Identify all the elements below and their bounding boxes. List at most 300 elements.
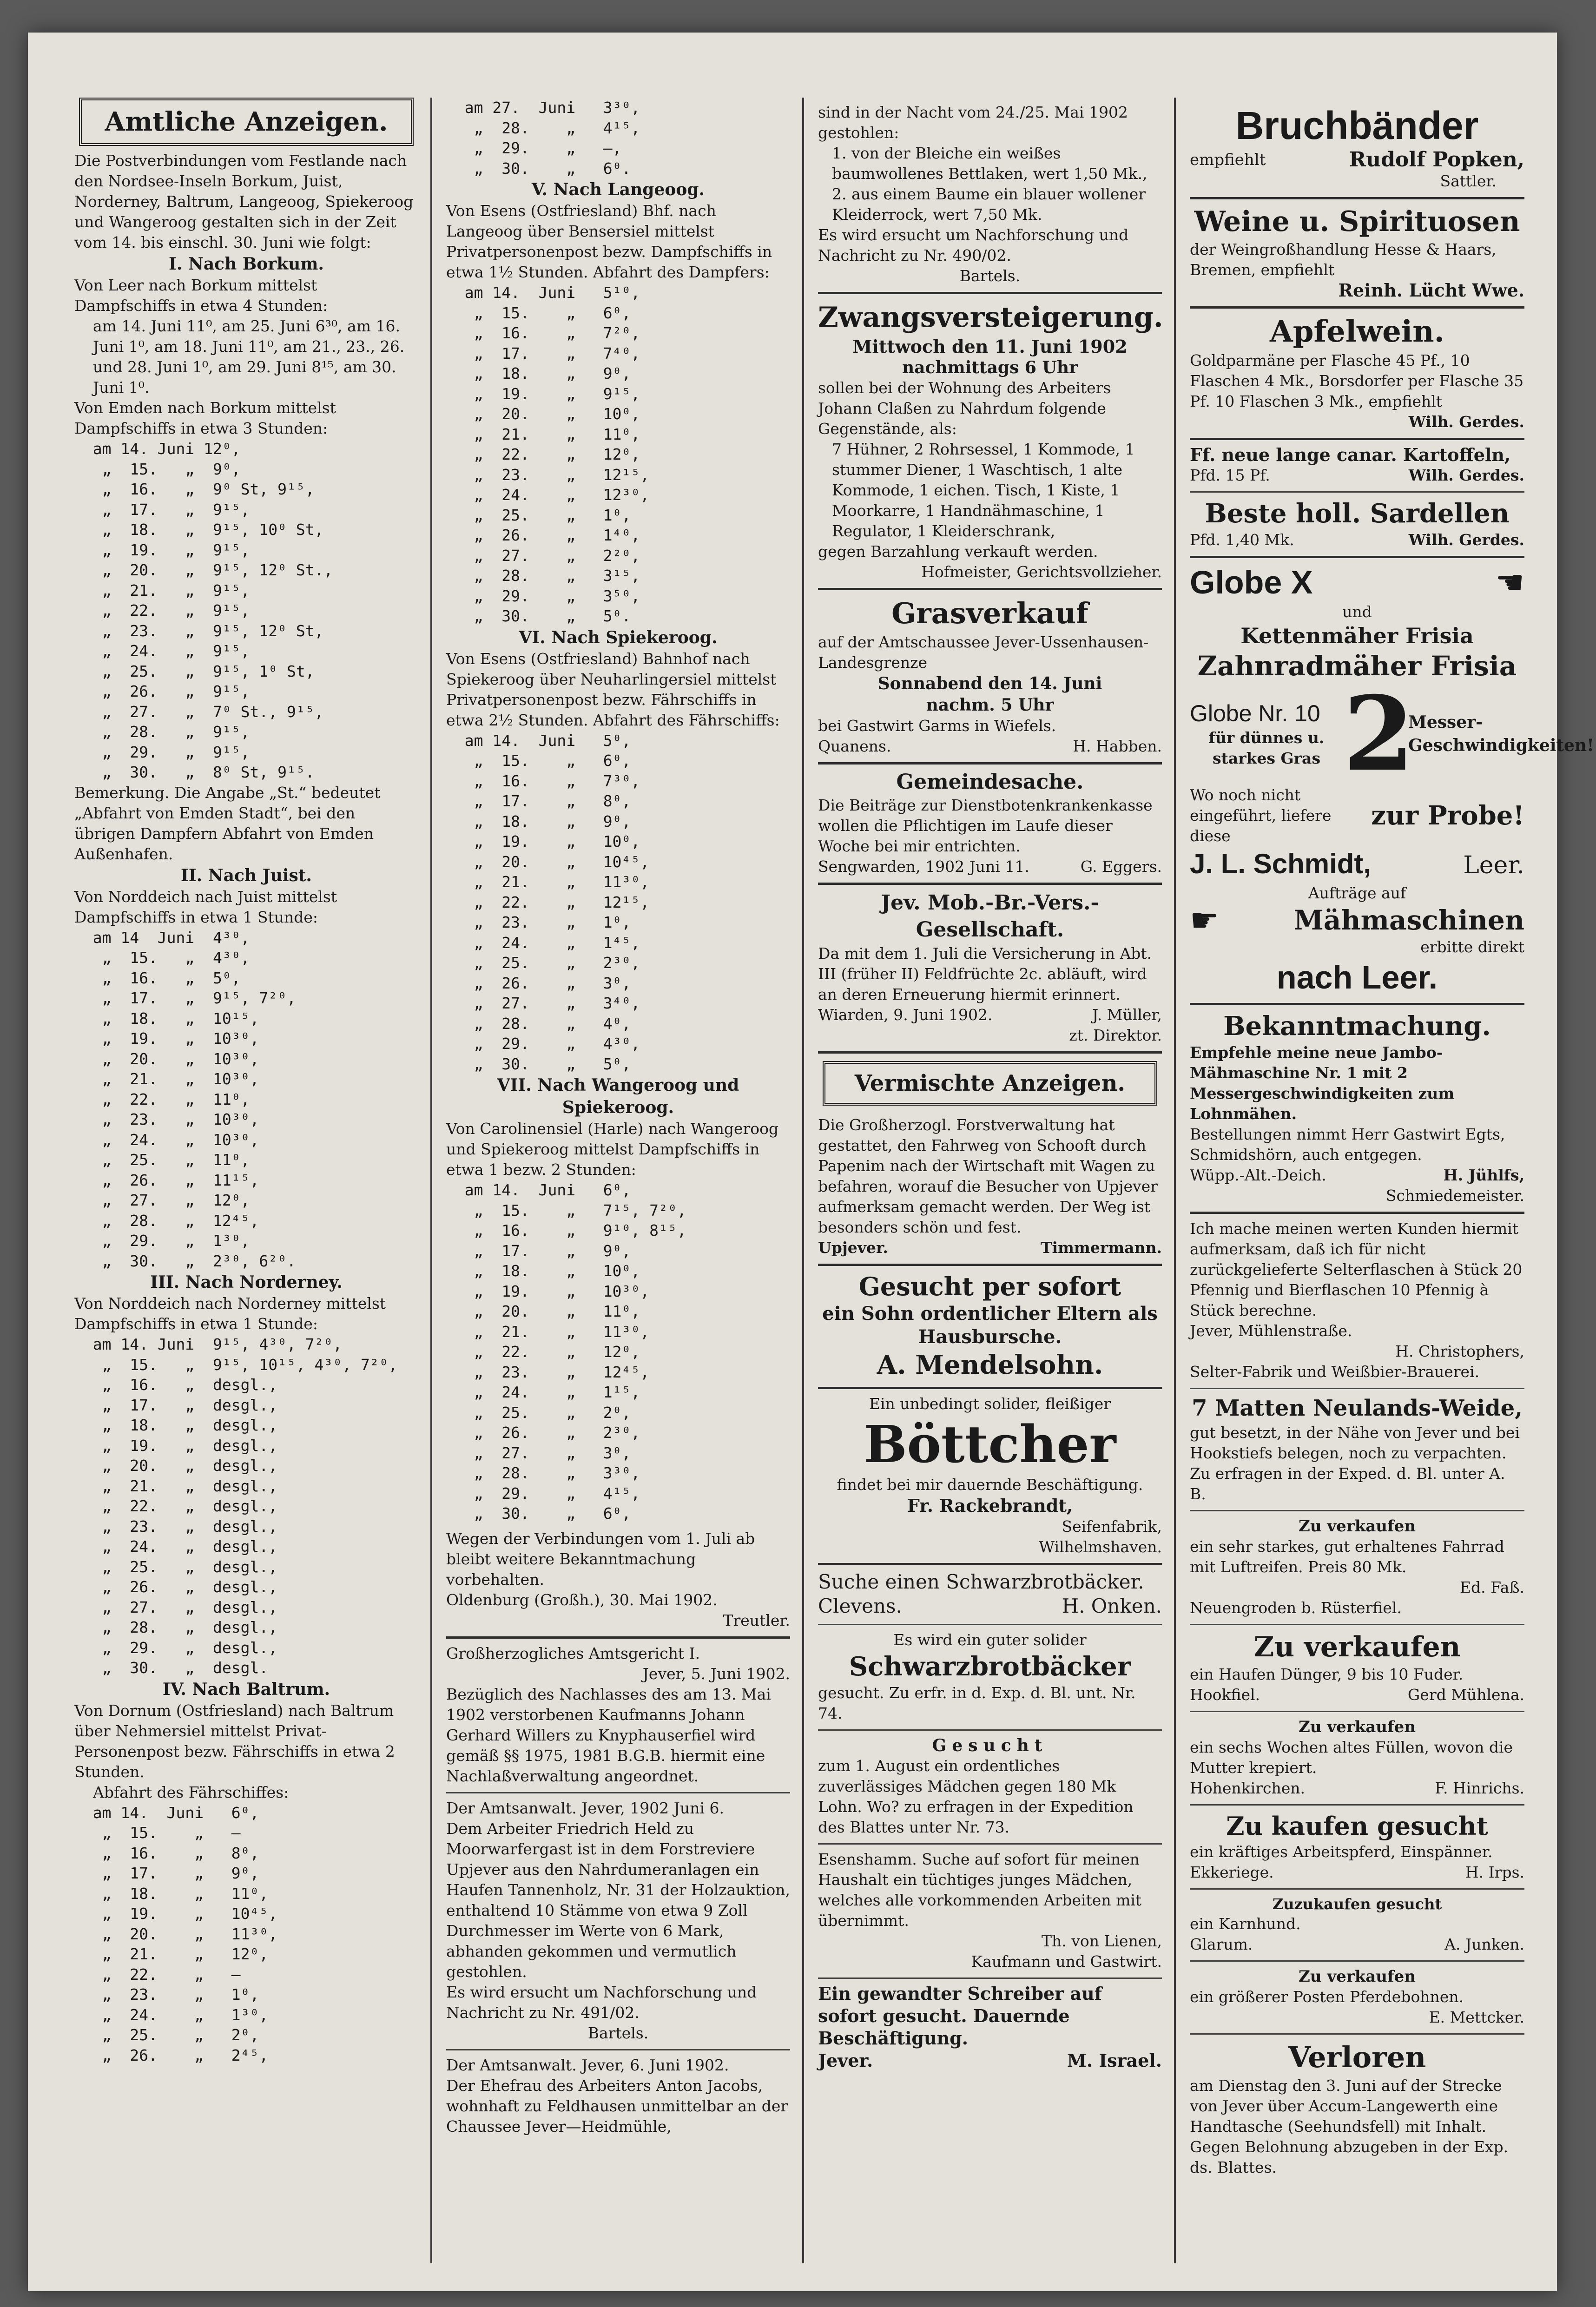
cider-body: Goldparmäne per Flasche 45 Pf., 10 Flaschen 4 Mk., Borsdorfer per Flasche 35 Pf. 10 Flaschen 3 Mk., empfiehlt — [1190, 351, 1524, 410]
forestry-ad — [818, 1110, 1162, 1266]
schedule-row: „ 25. „ 2⁰, — [74, 2026, 259, 2044]
schedule-row: „ 19. „ 10³⁰, — [74, 1029, 259, 1048]
schedule-row: „ 27. „ 2²⁰, — [446, 546, 640, 565]
schedule-row: „ 20. „ 10⁰, — [446, 405, 640, 423]
theft-notice-continued — [818, 98, 1162, 294]
schedule-row: „ 25. „ 9¹⁵, 1⁰ St, — [74, 662, 315, 680]
schedule-row: „ 23. „ 9¹⁵, 12⁰ St, — [74, 621, 324, 640]
foal-ad — [1190, 1712, 1524, 1806]
official-notices-header: Amtliche Anzeigen. — [79, 98, 414, 146]
schedule-row: „ 15. „ — — [74, 1824, 241, 1842]
schedule-row: „ 29. „ 3⁵⁰, — [446, 587, 640, 605]
schedule-row: „ 23. „ 1⁰, — [74, 1985, 259, 2004]
announcement-signature — [1190, 1165, 1524, 1186]
prosecutor-heading: Der Amtsanwalt. Jever, 6. Juni 1902. — [446, 2056, 729, 2074]
announcement-place: Wüpp.-Alt.-Deich. — [1190, 1166, 1326, 1184]
schedule-row: „ 17. „ desgl., — [74, 1396, 278, 1414]
newspaper-page — [28, 33, 1594, 2291]
closing-signature: Treutler. — [723, 1611, 790, 1629]
notice-closing — [446, 1524, 790, 1639]
horse-wanted-body: ein kräftiges Arbeitspferd, Einspänner. — [1190, 1843, 1493, 1861]
orders-text: Aufträge auf — [1308, 884, 1406, 902]
request-direct: erbitte direkt — [1420, 938, 1524, 956]
theft-signature: Bartels. — [959, 267, 1021, 285]
auction-items: 7 Hühner, 2 Rohrsessel, 1 Kommode, 1 stummer Diener, 1 Waschtisch, 1 alte Kommode, 1 eichen. Tisch, 1 Kiste, 1 Moorkarre, 1 Handnähmaschine, 1 Regulator, 1 Kleiderschrank, — [832, 440, 1135, 540]
schedule-row: „ 25. „ 11⁰, — [74, 1151, 250, 1169]
schedule-row: „ 21. „ 12⁰, — [74, 1945, 269, 1963]
schedule-row: „ 24. „ 10³⁰, — [74, 1130, 259, 1149]
schedule-row: „ 23. „ 12⁴⁵, — [446, 1363, 650, 1381]
cooper-title: Böttcher — [864, 1414, 1116, 1474]
pasture-ad — [1190, 1389, 1524, 1511]
route-text: Von Norddeich nach Norderney mittelst Dampfschiffs in etwa 1 Stunde: — [74, 1294, 386, 1333]
globe10-block — [1190, 673, 1594, 794]
bicycle-ad — [1190, 1511, 1524, 1625]
column-1 — [65, 98, 428, 2263]
announcement-signer: H. Jühlfs, — [1443, 1166, 1524, 1184]
route-dates: am 14. Juni 11⁰, am 25. Juni 6³⁰, am 16. Juni 1⁰, am 18. Juni 11⁰, am 21., 23., 26. und 28. Juni 1⁰, am 29. Juni 8¹⁵, am 30. Juni 1⁰. — [93, 317, 405, 396]
schedule-row: „ 27. „ desgl., — [74, 1598, 278, 1616]
schedule-row: „ 16. „ 5⁰, — [74, 969, 241, 987]
schedule-row: „ 20. „ 11³⁰, — [74, 1925, 278, 1943]
schedule-list — [74, 1803, 418, 2066]
maid-title: Gesucht — [932, 1736, 1048, 1755]
prosecutor-body: Dem Arbeiter Friedrich Held zu Moorwarfergast ist in dem Forstreviere Upjever aus den Nahrdumeranlagen ein Haufen Tannenholz, Nr. 31 der Holzauktion, enthaltend 10 Stämme von etwa 9 Zoll Durchmesser im Werte von 6 Mark, abhanden gekommen und vermutlich gestohlen. — [446, 1819, 790, 1981]
cider-title: Apfelwein. — [1270, 314, 1444, 349]
schedule-row: am 14 Juni 4³⁰, — [74, 928, 250, 947]
schedule-row: „ 28. „ 9¹⁵, — [74, 723, 250, 741]
schedule-row: „ 28. „ 3¹⁵, — [446, 567, 640, 585]
section-title: V. Nach Langeoog. — [531, 180, 705, 199]
globe10-body: für dünnes u. starkes Gras — [1208, 729, 1325, 767]
schedule-row: „ 22. „ 9¹⁵, — [74, 601, 250, 620]
schedule-row: „ 22. „ 12⁰, — [446, 445, 640, 463]
schedule-row: „ 28. „ 4¹⁵, — [446, 119, 640, 137]
announcement-signer-role: Schmiedemeister. — [1385, 1186, 1524, 1205]
schedule-row: am 14. Juni 6⁰, — [74, 1803, 259, 1822]
schedule-row: „ 26. „ 1⁴⁰, — [446, 526, 640, 544]
schedule-row: „ 20. „ 10⁴⁵, — [446, 852, 650, 871]
schedule-row: am 14. Juni 9¹⁵, 4³⁰, 7²⁰, — [74, 1335, 343, 1353]
manure-signature — [1190, 1685, 1524, 1705]
schmidt-place: Leer. — [1463, 851, 1524, 879]
court-date: Jever, 5. Juni 1902. — [642, 1664, 790, 1683]
schedule-row: „ 29. „ —, — [446, 139, 622, 157]
job-title: Gesucht per sofort — [858, 1272, 1121, 1301]
schedule-row: „ 25. „ 2³⁰, — [446, 954, 640, 972]
schedule-row: „ 21. „ 11³⁰, — [446, 873, 650, 891]
bottles-body: Ich mache meinen werten Kunden hiermit aufmerksam, daß ich für nicht zurückgelieferte Selterflaschen à Stück 20 Pfennig und Bierflaschen 10 Pfennig à Stück berechne. — [1190, 1219, 1523, 1319]
cooper-body: findet bei mir dauernde Beschäftigung. — [837, 1476, 1143, 1494]
bicycle-place: Neuengroden b. Rüsterfiel. — [1190, 1599, 1402, 1617]
route-text: Von Esens (Ostfriesland) Bahnhof nach Spiekeroog über Neuharlingersiel mittelst Privatpersonenpost bezw. Fährschiffs in etwa 2½ Stunden. Abfahrt des Fährschiffs: — [446, 649, 780, 729]
insurance-signature — [818, 1005, 1162, 1025]
cooper-intro: Ein unbedingt solider, fleißiger — [869, 1395, 1111, 1413]
schedule-row: „ 30. „ desgl. — [74, 1659, 269, 1677]
schedule-row: am 14. Juni 12⁰, — [74, 440, 241, 458]
mowers-title: Mähmaschinen — [1293, 904, 1524, 936]
baker-ad — [818, 1625, 1162, 1731]
schedule-row: „ 17. „ 9¹⁵, 7²⁰, — [74, 989, 296, 1007]
schedule-row: „ 18. „ 10¹⁵, — [74, 1009, 259, 1028]
route-text: Von Norddeich nach Juist mittelst Dampfschiffs in etwa 1 Stunde: — [74, 887, 337, 926]
column-rule — [802, 98, 804, 2263]
anchovy-signature — [1190, 530, 1524, 550]
schedule-row: „ 17. „ 9⁰, — [74, 1864, 259, 1882]
prosecutor-notice — [446, 2050, 790, 2137]
section-title: IV. Nach Baltrum. — [162, 1679, 330, 1699]
auction-time: nachmittags 6 Uhr — [902, 358, 1078, 377]
esenshamm-signer-role: Kaufmann und Gastwirt. — [971, 1952, 1162, 1971]
auction-end: gegen Barzahlung verkauft werden. — [818, 542, 1098, 560]
auction-body: sollen bei der Wohnung des Arbeiters Johann Claßen zu Nahrdum folgende Gegenstände, als: — [818, 379, 1111, 438]
cooper-ad — [818, 1389, 1162, 1565]
schedule-row: „ 15. „ 9⁰, — [74, 460, 241, 478]
schedule-list — [446, 731, 790, 1074]
schedule-row: „ 30. „ 5⁰. — [446, 607, 631, 625]
manure-ad — [1190, 1625, 1524, 1712]
wine-title: Weine u. Spirituosen — [1194, 205, 1520, 238]
foal-signer: F. Hinrichs. — [1435, 1779, 1524, 1797]
potato-signature — [1190, 465, 1524, 486]
schedule-list — [446, 283, 790, 626]
schedule-row: „ 15. „ 7¹⁵, 7²⁰, — [446, 1201, 686, 1219]
schmidt-name: J. L. Schmidt, — [1190, 848, 1372, 879]
schedule-row: „ 22. „ desgl., — [74, 1497, 278, 1515]
schedule-row: „ 23. „ 10³⁰, — [74, 1110, 259, 1128]
municipal-signer: G. Eggers. — [1080, 857, 1162, 876]
horse-wanted-signer: H. Irps. — [1465, 1863, 1524, 1881]
foal-signature — [1190, 1778, 1524, 1799]
theft-request: Es wird ersucht um Nachforschung und Nachricht zu Nr. 490/02. — [818, 226, 1129, 264]
cooper-signer: Fr. Rackebrandt, — [907, 1495, 1073, 1516]
schedule-list — [446, 98, 790, 178]
bottles-ad — [1190, 1214, 1524, 1389]
dog-wanted-body: ein Karnhund. — [1190, 1915, 1301, 1933]
schedule-row: „ 15. „ 9¹⁵, 10¹⁵, 4³⁰, 7²⁰, — [74, 1355, 398, 1374]
wine-body: der Weingroßhandlung Hesse & Haars, Bremen, empfiehlt — [1190, 240, 1497, 279]
schedule-row: „ 28. „ 3³⁰, — [446, 1464, 640, 1482]
forestry-body: Die Großherzogl. Forstverwaltung hat gestattet, den Fahrweg von Schooft durch Papenim nach der Wirtschaft mit Wagen zu befahren, worauf die Besucher von Upjever aufmerksam gemacht werden. Der Weg ist besonders schön und fest. — [818, 1116, 1158, 1236]
beans-signer: E. Mettcker. — [1429, 2008, 1524, 2026]
auction-title: Zwangsversteigerung. — [818, 301, 1163, 334]
forestry-signature — [818, 1238, 1162, 1258]
grass-signature-place: Quanens. — [818, 737, 891, 755]
schedule-row: am 14. Juni 6⁰, — [446, 1181, 631, 1199]
announcement-title: Bekanntmachung. — [1223, 1011, 1491, 1041]
globe10-title: Globe Nr. 10 — [1190, 700, 1320, 726]
section-title: II. Nach Juist. — [181, 865, 312, 885]
municipal-signature — [818, 857, 1162, 877]
insurance-signer: J. Müller, — [1092, 1006, 1162, 1024]
schedule-row: „ 21. „ 10³⁰, — [74, 1070, 259, 1088]
schedule-row: „ 30. „ 5⁰, — [446, 1055, 631, 1073]
route-text: Abfahrt des Fährschiffes: — [93, 1783, 289, 1801]
lost-body: am Dienstag den 3. Juni auf der Strecke von Jever über Accum-Langewerth eine Handtasche (Seehundsfell) mit Inhalt. Gegen Belohnung abzugeben in der Exp. ds. Blattes. — [1190, 2076, 1509, 2176]
schedule-row: „ 19. „ 9¹⁵, — [74, 540, 250, 559]
schedule-row: „ 28. „ 12⁴⁵, — [74, 1211, 259, 1230]
route-text: Von Carolinensiel (Harle) nach Wangeroog und Spiekeroog mittelst Dampfschiffs in etwa 1 bezw. 2 Stunden: — [446, 1120, 779, 1179]
schedule-list — [74, 928, 418, 1272]
theft-item: 1. von der Bleiche ein weißes baumwollenes Bettlaken, wert 1,50 Mk., — [832, 144, 1148, 183]
baker-title: Schwarzbrotbäcker — [849, 1651, 1131, 1682]
horse-wanted-ad — [1190, 1806, 1524, 1890]
route-text: Von Esens (Ostfriesland) Bhf. nach Langeoog über Bensersiel mittelst Privatpersonenpost bezw. Dampfschiffs in etwa 1½ Stunden. Abfahrt des Dampfers: — [446, 202, 772, 281]
schedule-row: „ 24. „ desgl., — [74, 1537, 278, 1556]
schedule-row: „ 20. „ 10³⁰, — [74, 1049, 259, 1068]
schedule-list — [74, 1334, 418, 1678]
insurance-title: Jev. Mob.-Br.-Vers.-Gesellschaft. — [881, 891, 1099, 942]
schedule-row: „ 22. „ — — [74, 1965, 241, 1984]
auction-ad — [818, 294, 1162, 590]
to-leer: nach Leer. — [1276, 959, 1438, 995]
prosecutor-heading: Der Amtsanwalt. Jever, 1902 Juni 6. — [446, 1799, 725, 1817]
mower-header — [1190, 563, 1524, 602]
schedule-row: „ 18. „ desgl., — [74, 1416, 278, 1434]
schedule-row: „ 25. „ 1⁰, — [446, 506, 631, 524]
maid-ad — [818, 1731, 1162, 1845]
schedule-row: „ 26. „ desgl., — [74, 1578, 278, 1596]
clerk-body: Ein gewandter Schreiber auf sofort gesucht. Dauernde Beschäftigung. — [818, 1983, 1102, 2049]
baker-search-place: Clevens. — [818, 1595, 902, 1617]
truss-name: Rudolf Popken, — [1349, 148, 1524, 171]
beans-ad — [1190, 1962, 1524, 2035]
globe-title: Globe X — [1190, 564, 1313, 600]
job-signature: A. Mendelsohn. — [877, 1350, 1103, 1380]
schedule-row: „ 18. „ 9⁰, — [446, 364, 631, 382]
baker-search-signer: H. Onken. — [1062, 1595, 1162, 1617]
grass-signature — [818, 736, 1162, 757]
column-rule — [430, 98, 432, 2263]
schedule-row: „ 26. „ 11¹⁵, — [74, 1171, 259, 1189]
truss-pre: empfiehlt — [1190, 151, 1266, 169]
foal-body: ein sechs Wochen altes Füllen, wovon die Mutter krepiert. — [1190, 1738, 1513, 1777]
job-ad — [818, 1266, 1162, 1389]
anchovy-title: Beste holl. Sardellen — [1205, 498, 1510, 529]
schedule-row: „ 18. „ 10⁰, — [446, 1262, 640, 1280]
column-3 — [809, 98, 1171, 2263]
pasture-body: gut besetzt, in der Nähe von Jever und bei Hookstiefs belegen, noch zu verpachten. Zu erfragen in der Exped. d. Bl. unter A. B. — [1190, 1424, 1520, 1503]
schedule-row: „ 24. „ 9¹⁵, — [74, 642, 250, 660]
bicycle-title: Zu verkaufen — [1299, 1517, 1416, 1536]
schedule-row: „ 23. „ desgl., — [74, 1517, 278, 1536]
prosecutor-signature: Bartels. — [587, 2024, 649, 2042]
speeds-text: Messer-Geschwindigkeiten! — [1408, 712, 1594, 755]
bicycle-signer: Ed. Faß. — [1459, 1578, 1524, 1596]
schedule-row: „ 24. „ 12³⁰, — [446, 486, 650, 504]
dog-wanted-place: Glarum. — [1190, 1935, 1253, 1953]
schedule-row: „ 27. „ 3⁴⁰, — [446, 994, 640, 1012]
schedule-row: „ 24. „ 1⁴⁵, — [446, 933, 640, 952]
pointing-hand-icon: ☛ — [1190, 901, 1219, 939]
gear-mower-title: Zahnradmäher Frisia — [1197, 650, 1517, 682]
schedule-row: „ 23. „ 1⁰, — [446, 913, 631, 931]
baker-search-ad — [818, 1565, 1162, 1625]
chain-mower-title: Kettenmäher Frisia — [1240, 623, 1474, 648]
horse-wanted-title: Zu kaufen gesucht — [1226, 1811, 1488, 1841]
schedule-row: „ 19. „ 10⁴⁵, — [74, 1905, 278, 1923]
schedule-row: „ 25. „ 2⁰, — [446, 1403, 631, 1422]
clerk-place: Jever. — [818, 2050, 873, 2071]
schedule-row: „ 29. „ 9¹⁵, — [74, 743, 250, 761]
esenshamm-body: Esenshamm. Suche auf sofort für meinen Haushalt ein tüchtiges junges Mädchen, welches alle vorkommenden Arbeiten mit übernimmt. — [818, 1850, 1142, 1930]
bottles-signer-role: Selter-Fabrik und Weißbier-Brauerei. — [1190, 1363, 1480, 1381]
route-text: Von Dornum (Ostfriesland) nach Baltrum über Nehmersiel mittelst Privat-Personenpost bezw. Fährschiffs in etwa 2 Stunden. — [74, 1701, 395, 1781]
schedule-row: „ 19. „ 9¹⁵, — [446, 384, 640, 403]
misc-ads-header: Vermischte Anzeigen. — [823, 1061, 1157, 1106]
schedule-row: „ 20. „ 11⁰, — [446, 1302, 640, 1320]
job-body: ein Sohn ordentlicher Eltern als Hausbursche. — [822, 1303, 1158, 1348]
court-notice — [446, 1639, 790, 1793]
clerk-signature — [818, 2050, 1162, 2072]
schedule-row: „ 30. „ 6⁰. — [446, 159, 631, 178]
mower-ad — [1190, 558, 1594, 1005]
schedule-row: „ 17. „ 8⁰, — [446, 792, 631, 810]
potato-signer: Wilh. Gerdes. — [1408, 466, 1524, 484]
municipal-ad — [818, 765, 1162, 885]
auction-date: Mittwoch den 11. Juni 1902 — [852, 336, 1128, 357]
schedule-row: „ 25. „ desgl., — [74, 1557, 278, 1576]
schedule-row: „ 30. „ 2³⁰, 6²⁰. — [74, 1252, 296, 1270]
prosecutor-body: Der Ehefrau des Arbeiters Anton Jacobs, wohnhaft zu Feldhausen unmittelbar an der Chaussee Jever—Heidmühle, — [446, 2076, 788, 2136]
horse-wanted-place: Ekkeriege. — [1190, 1863, 1274, 1881]
truss-ad — [1190, 98, 1524, 199]
schedule-row: „ 24. „ 1¹⁵, — [446, 1383, 640, 1401]
grass-sale-ad — [818, 590, 1162, 765]
baker-intro: Es wird ein guter solider — [893, 1631, 1087, 1649]
schedule-row: „ 23. „ 12¹⁵, — [446, 465, 650, 484]
schedule-row: „ 22. „ 12¹⁵, — [446, 893, 650, 911]
schedule-row: „ 28. „ 4⁰, — [446, 1014, 631, 1033]
route-text: Von Leer nach Borkum mittelst Dampfschiffs in etwa 4 Stunden: — [74, 276, 328, 315]
schedule-row: „ 18. „ 11⁰, — [74, 1884, 269, 1903]
schedule-row: „ 26. „ 9¹⁵, — [74, 682, 250, 700]
schedule-row: am 27. Juni 3³⁰, — [446, 99, 640, 117]
bottles-signer: H. Christophers, — [1395, 1342, 1524, 1360]
trial-pre: Wo noch nicht eingeführt, liefere diese — [1190, 786, 1332, 845]
schedule-row: „ 15. „ 6⁰, — [446, 751, 631, 770]
truss-signature — [1190, 149, 1524, 171]
pointing-hand-icon: ☚ — [1495, 563, 1524, 601]
dog-wanted-signer: A. Junken. — [1444, 1935, 1524, 1953]
bottles-place: Jever, Mühlenstraße. — [1190, 1322, 1352, 1340]
schedule-row: „ 16. „ 9¹⁰, 8¹⁵, — [446, 1221, 686, 1239]
foal-place: Hohenkirchen. — [1190, 1779, 1306, 1797]
wine-signer: Reinh. Lücht Wwe. — [1338, 280, 1524, 301]
prosecutor-notice — [446, 1793, 790, 2050]
schedule-row: „ 17. „ 7⁴⁰, — [446, 344, 640, 363]
schedule-row: „ 29. „ 4¹⁵, — [446, 1484, 640, 1503]
trial-title: zur Probe! — [1371, 800, 1524, 831]
manure-place: Hookfiel. — [1190, 1686, 1260, 1704]
forestry-signer: Timmermann. — [1040, 1239, 1162, 1257]
announcement-orders: Bestellungen nimmt Herr Gastwirt Egts, Schmidshörn, auch entgegen. — [1190, 1125, 1505, 1164]
grass-place: bei Gastwirt Garms in Wiefels. — [818, 717, 1056, 735]
schedule-row: „ 16. „ 7²⁰, — [446, 324, 640, 342]
dog-wanted-ad — [1190, 1890, 1524, 1962]
esenshamm-ad — [818, 1845, 1162, 1979]
manure-body: ein Haufen Dünger, 9 bis 10 Fuder. — [1190, 1665, 1464, 1683]
cooper-signer-place: Wilhelmshaven. — [1039, 1538, 1162, 1556]
schedule-row: „ 29. „ desgl., — [74, 1638, 278, 1657]
schedule-row: „ 20. „ 9¹⁵, 12⁰ St., — [74, 561, 333, 579]
mowers-line — [1190, 903, 1524, 937]
court-body: Bezüglich des Nachlasses des am 13. Mai 1902 verstorbenen Kaufmanns Johann Gerhard Willers zu Knyphauserfiel wird gemäß §§ 1975, 1981 B.G.B. hiermit eine Nachlaßverwaltung angeordnet. — [446, 1685, 771, 1785]
schedule-row: „ 28. „ desgl., — [74, 1618, 278, 1636]
section-title: VII. Nach Wangeroog und Spiekeroog. — [497, 1075, 739, 1117]
municipal-body: Die Beiträge zur Dienstbotenkrankenkasse wollen die Pflichtigen im Laufe dieser Woche bei mir entrichten. — [818, 796, 1153, 855]
theft-item: 2. aus einem Baume ein blauer wollener Kleiderrock, wert 7,50 Mk. — [832, 185, 1146, 224]
schedule-row: „ 30. „ 6⁰, — [446, 1504, 631, 1523]
schedule-list — [74, 439, 418, 783]
route-text: Von Emden nach Borkum mittelst Dampfschiffs in etwa 3 Stunden: — [74, 399, 336, 437]
wine-ad — [1190, 199, 1524, 309]
clerk-ad — [818, 1979, 1162, 2072]
schedule-row: „ 22. „ 11⁰, — [74, 1090, 250, 1108]
section-title: VI. Nach Spiekeroog. — [519, 627, 718, 647]
prosecutor-request: Es wird ersucht um Nachforschung und Nachricht zu Nr. 491/02. — [446, 1983, 757, 2022]
schedule-row: „ 27. „ 3⁰, — [446, 1444, 631, 1462]
truss-role: Sattler. — [1440, 172, 1497, 190]
dog-wanted-title: Zuzukaufen gesucht — [1272, 1895, 1442, 1913]
anchovy-signer: Wilh. Gerdes. — [1408, 531, 1524, 549]
schedule-row: „ 30. „ 8⁰ St, 9¹⁵. — [74, 763, 315, 781]
schedule-row: „ 15. „ 4³⁰, — [74, 949, 250, 967]
beans-body: ein größerer Posten Pferdebohnen. — [1190, 1988, 1464, 2006]
anchovy-ad — [1190, 493, 1524, 558]
potato-title: Ff. neue lange canar. Kartoffeln, — [1190, 444, 1511, 465]
announcement-body: Empfehle meine neue Jambo-Mähmaschine Nr. 1 mit 2 Messergeschwindigkeiten zum Lohnmähen. — [1190, 1043, 1455, 1123]
court-heading: Großherzogliches Amtsgericht I. — [446, 1644, 700, 1662]
forestry-place: Upjever. — [818, 1239, 888, 1257]
schedule-row: „ 18. „ 9⁰, — [446, 812, 631, 831]
schedule-row: „ 16. „ desgl., — [74, 1376, 278, 1394]
schedule-row: „ 24. „ 1³⁰, — [74, 2005, 269, 2024]
cider-ad — [1190, 309, 1524, 440]
schedule-row: „ 16. „ 8⁰, — [74, 1844, 259, 1862]
lost-ad — [1190, 2035, 1524, 2178]
schedule-row: „ 21. „ 9¹⁵, — [74, 581, 250, 600]
column-rule — [1174, 98, 1176, 2263]
schedule-row: „ 26. „ 3⁰, — [446, 974, 631, 992]
lost-title: Verloren — [1288, 2040, 1426, 2074]
potato-price: Pfd. 15 Pf. — [1190, 466, 1270, 484]
manure-signer: Gerd Mühlena. — [1407, 1686, 1524, 1704]
manure-title: Zu verkaufen — [1253, 1631, 1461, 1663]
schedule-row: „ 19. „ 10⁰, — [446, 832, 640, 850]
schedule-row: „ 21. „ 11³⁰, — [446, 1322, 650, 1341]
insurance-signer-role: zt. Direktor. — [1069, 1026, 1162, 1044]
grass-time: nachm. 5 Uhr — [926, 695, 1054, 715]
schedule-row: „ 20. „ desgl., — [74, 1457, 278, 1475]
auction-signature: Hofmeister, Gerichtsvollzieher. — [921, 563, 1162, 581]
schedule-row: „ 26. „ 2³⁰, — [446, 1424, 640, 1442]
horse-wanted-signature — [1190, 1862, 1524, 1883]
grass-title: Grasverkauf — [891, 596, 1088, 630]
schmidt-line — [1190, 846, 1524, 883]
truss-title: Bruchbänder — [1235, 104, 1479, 147]
schedule-row: „ 21. „ 11⁰, — [446, 425, 640, 443]
insurance-place: Wiarden, 9. Juni 1902. — [818, 1006, 993, 1024]
schedule-row: „ 16. „ 7³⁰, — [446, 771, 640, 790]
insurance-ad — [818, 885, 1162, 1054]
section-title: III. Nach Norderney. — [150, 1272, 343, 1292]
schedule-row: „ 17. „ 9⁰, — [446, 1241, 631, 1260]
globe-and: und — [1342, 603, 1372, 621]
note-text: Bemerkung. Die Angabe „St.“ bedeutet „Abfahrt von Emden Stadt“, bei den übrigen Dampfern Abfahrt von Emden Außenhafen. — [74, 783, 381, 863]
schedule-row: „ 18. „ 9¹⁵, 10⁰ St, — [74, 521, 324, 539]
schedule-row: „ 15. „ 6⁰, — [446, 303, 631, 322]
